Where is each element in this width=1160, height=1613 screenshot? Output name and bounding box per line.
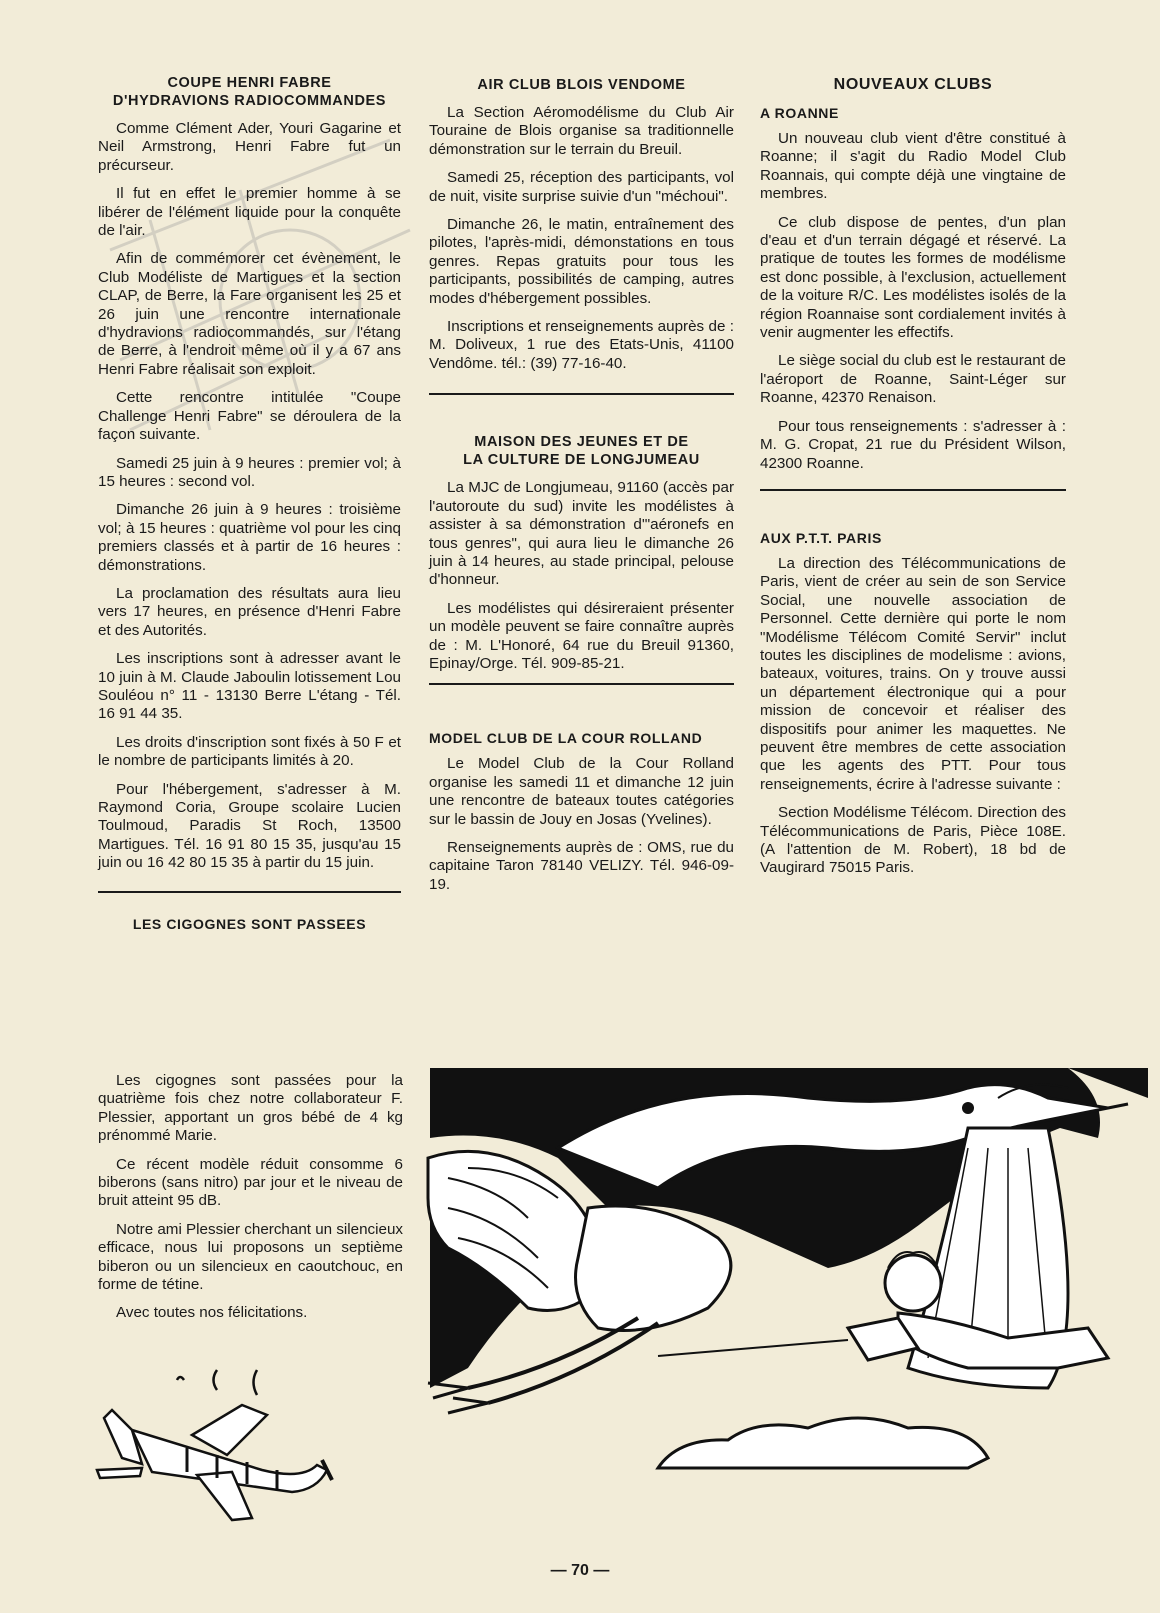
heading-air-club-blois: AIR CLUB BLOIS VENDOME xyxy=(477,77,686,93)
heading-nouveaux-clubs: NOUVEAUX CLUBS xyxy=(833,76,993,93)
paragraph: Dimanche 26, le matin, entraînement des pilotes, l'après-midi, démonstations en tous genres. Repas gratuits pour tous les participants, possibilités de camping, autres modes d'hébergement possibles. xyxy=(429,216,734,307)
column-left xyxy=(98,74,401,941)
paragraph: Pour l'hébergement, s'adresser à M. Raymond Coria, Groupe scolaire Lucien Toulmoud, Paradis St Roch, 13500 Martigues. Tél. 16 91 80 15 35, jusqu'au 15 juin ou 16 42 80 15 35 à partir du 15 juin. xyxy=(98,780,401,872)
paragraph: Afin de commémorer cet évènement, le Club Modéliste de Martigues et la section CLAP, de Berre, la Fare organisent les 25 et 26 juin une rencontre internationale d'hydravions radiocommandés, sur l'étang de Berre, à l'endroit même où il y a 67 ans Henri Fabre réalisait son exploit. xyxy=(98,250,401,378)
heading-aux-ptt-paris: AUX P.T.T. PARIS xyxy=(760,529,882,546)
column-left-cigognes xyxy=(98,1072,403,1333)
column-right xyxy=(760,76,1066,888)
paragraph: Il fut en effet le premier homme à se libérer de l'élément liquide pour la conquête de l'air. xyxy=(98,185,401,240)
model-airplane-drawing xyxy=(92,1360,362,1535)
page-number: — 70 — xyxy=(550,1562,610,1579)
paragraph: Avec toutes nos félicitations. xyxy=(116,1304,308,1322)
divider xyxy=(760,489,1066,491)
paragraph: Ce club dispose de pentes, d'un plan d'eau et d'un terrain dégagé et réservé. La pratique de toutes les formes de modélisme est donc possible, à l'exclusion, actuellement de la voiture R/C. Les modélistes isolés de la région Roannaise sont cordialement invités à venir augmenter les effectifs. xyxy=(760,213,1066,342)
heading-cigognes: LES CIGOGNES SONT PASSEES xyxy=(132,915,367,932)
paragraph: Samedi 25, réception des participants, vol de nuit, visite surprise suivie d'un "méchoui". xyxy=(429,169,734,205)
paragraph: Section Modélisme Télécom. Direction des Télécommunications de Paris, Pièce 108E. (A l'attention de M. Robert), 18 bd de Vaugirard 75015 Paris. xyxy=(760,804,1066,877)
paragraph: Pour tous renseignements : s'adresser à : M. G. Cropat, 21 rue du Président Wilson, 42300 Roanne. xyxy=(760,417,1066,472)
paragraph: La Section Aéromodélisme du Club Air Touraine de Blois organise sa traditionnelle démonstration sur le terrain du Breuil. xyxy=(429,104,734,158)
paragraph: Un nouveau club vient d'être constitué à Roanne; il s'agit du Radio Model Club Roannais, qui compte déjà une vingtaine de membres. xyxy=(760,130,1066,203)
paragraph: La MJC de Longjumeau, 91160 (accès par l'autoroute du sud) invite les modélistes à assister à sa démonstration d'"aéronefs en tous genres", qui aura lieu le dimanche 26 juin à 14 heures, au stade principal, pelouse d'honneur. xyxy=(429,479,734,589)
paragraph: Inscriptions et renseignements auprès de : M. Doliveux, 1 rue des Etats-Unis, 41100 Vendôme. tél.: (39) 77-16-40. xyxy=(429,318,734,372)
divider xyxy=(98,891,401,893)
divider xyxy=(429,683,734,685)
heading-mjc-longjumeau: MAISON DES JEUNES ET DE LA CULTURE DE LONGJUMEAU xyxy=(463,434,700,469)
paragraph: Les modélistes qui désireraient présenter un modèle peuvent se faire connaître auprès de : M. L'Honoré, 64 rue du Breuil 91360, Epinay/Orge. Tél. 909-85-21. xyxy=(429,599,734,672)
paragraph: Le Model Club de la Cour Rolland organise les samedi 11 et dimanche 12 juin une rencontre de bateaux toutes catégories sur le bassin de Jouy en Josas (Yvelines). xyxy=(429,755,734,828)
paragraph: Dimanche 26 juin à 9 heures : troisième vol; à 15 heures : quatrième vol pour les cinq premiers classés et à partir de 16 heures : démonstrations. xyxy=(98,501,401,574)
paragraph: Samedi 25 juin à 9 heures : premier vol; à 15 heures : second vol. xyxy=(98,454,401,490)
heading-coupe-henri-fabre: COUPE HENRI FABRE D'HYDRAVIONS RADIOCOMMANDES xyxy=(112,75,387,109)
column-middle xyxy=(429,76,734,904)
paragraph: Les cigognes sont passées pour la quatrième fois chez notre collaborateur F. Plessier, apportant un gros bébé de 4 kg prénommé Marie. xyxy=(98,1072,403,1145)
paragraph: Renseignements auprès de : OMS, rue du capitaine Taron 78140 VELIZY. Tél. 946-09-19. xyxy=(429,838,734,893)
paragraph: Comme Clément Ader, Youri Gagarine et Neil Armstrong, Henri Fabre fut un précurseur. xyxy=(98,120,401,174)
stork-carrying-baby-drawing xyxy=(408,1068,1160,1538)
paragraph: Les inscriptions sont à adresser avant le 10 juin à M. Claude Jaboulin lotissement Lou Souléou n° 11 - 13130 Berre L'étang - Tél. 16 91 44 35. xyxy=(98,650,401,723)
paragraph: La direction des Télécommunications de Paris, vient de créer au sein de son Service Social, une nouvelle association de Personnel. Cette dernière qui porte le nom "Modélisme Télécom Comité Servir" inclut toutes les disciplines de modelisme : avions, bateaux, voitures, trains. On y trouve aussi un département électronique qui a pour mission de concevoir et réaliser des dispositifs pour animer les maquettes. Ne peuvent être membres de cette association que les agents des PTT. Pour tous renseignements, écrire à l'adresse suivante : xyxy=(760,554,1066,793)
paragraph: Le siège social du club est le restaurant de l'aéroport de Roanne, Saint-Léger sur Roanne, 42370 Renaison. xyxy=(760,352,1066,407)
paragraph: Les droits d'inscription sont fixés à 50 F et le nombre de participants limités à 20. xyxy=(98,733,401,770)
subheading-a-roanne: A ROANNE xyxy=(760,105,839,121)
divider xyxy=(429,393,734,395)
paragraph: Cette rencontre intitulée "Coupe Challenge Henri Fabre" se déroulera de la façon suivante. xyxy=(98,389,401,444)
heading-model-club-cour-rolland: MODEL CLUB DE LA COUR ROLLAND xyxy=(429,730,703,747)
paragraph: La proclamation des résultats aura lieu vers 17 heures, en présence d'Henri Fabre et des Autorités. xyxy=(98,584,401,639)
paragraph: Notre ami Plessier cherchant un silencieux efficace, nous lui proposons un septième biberon ou un silencieux en caoutchouc, en forme de tétine. xyxy=(98,1220,404,1294)
paragraph: Ce récent modèle réduit consomme 6 biberons (sans nitro) par jour et le niveau de bruit atteint 95 dB. xyxy=(98,1155,403,1210)
